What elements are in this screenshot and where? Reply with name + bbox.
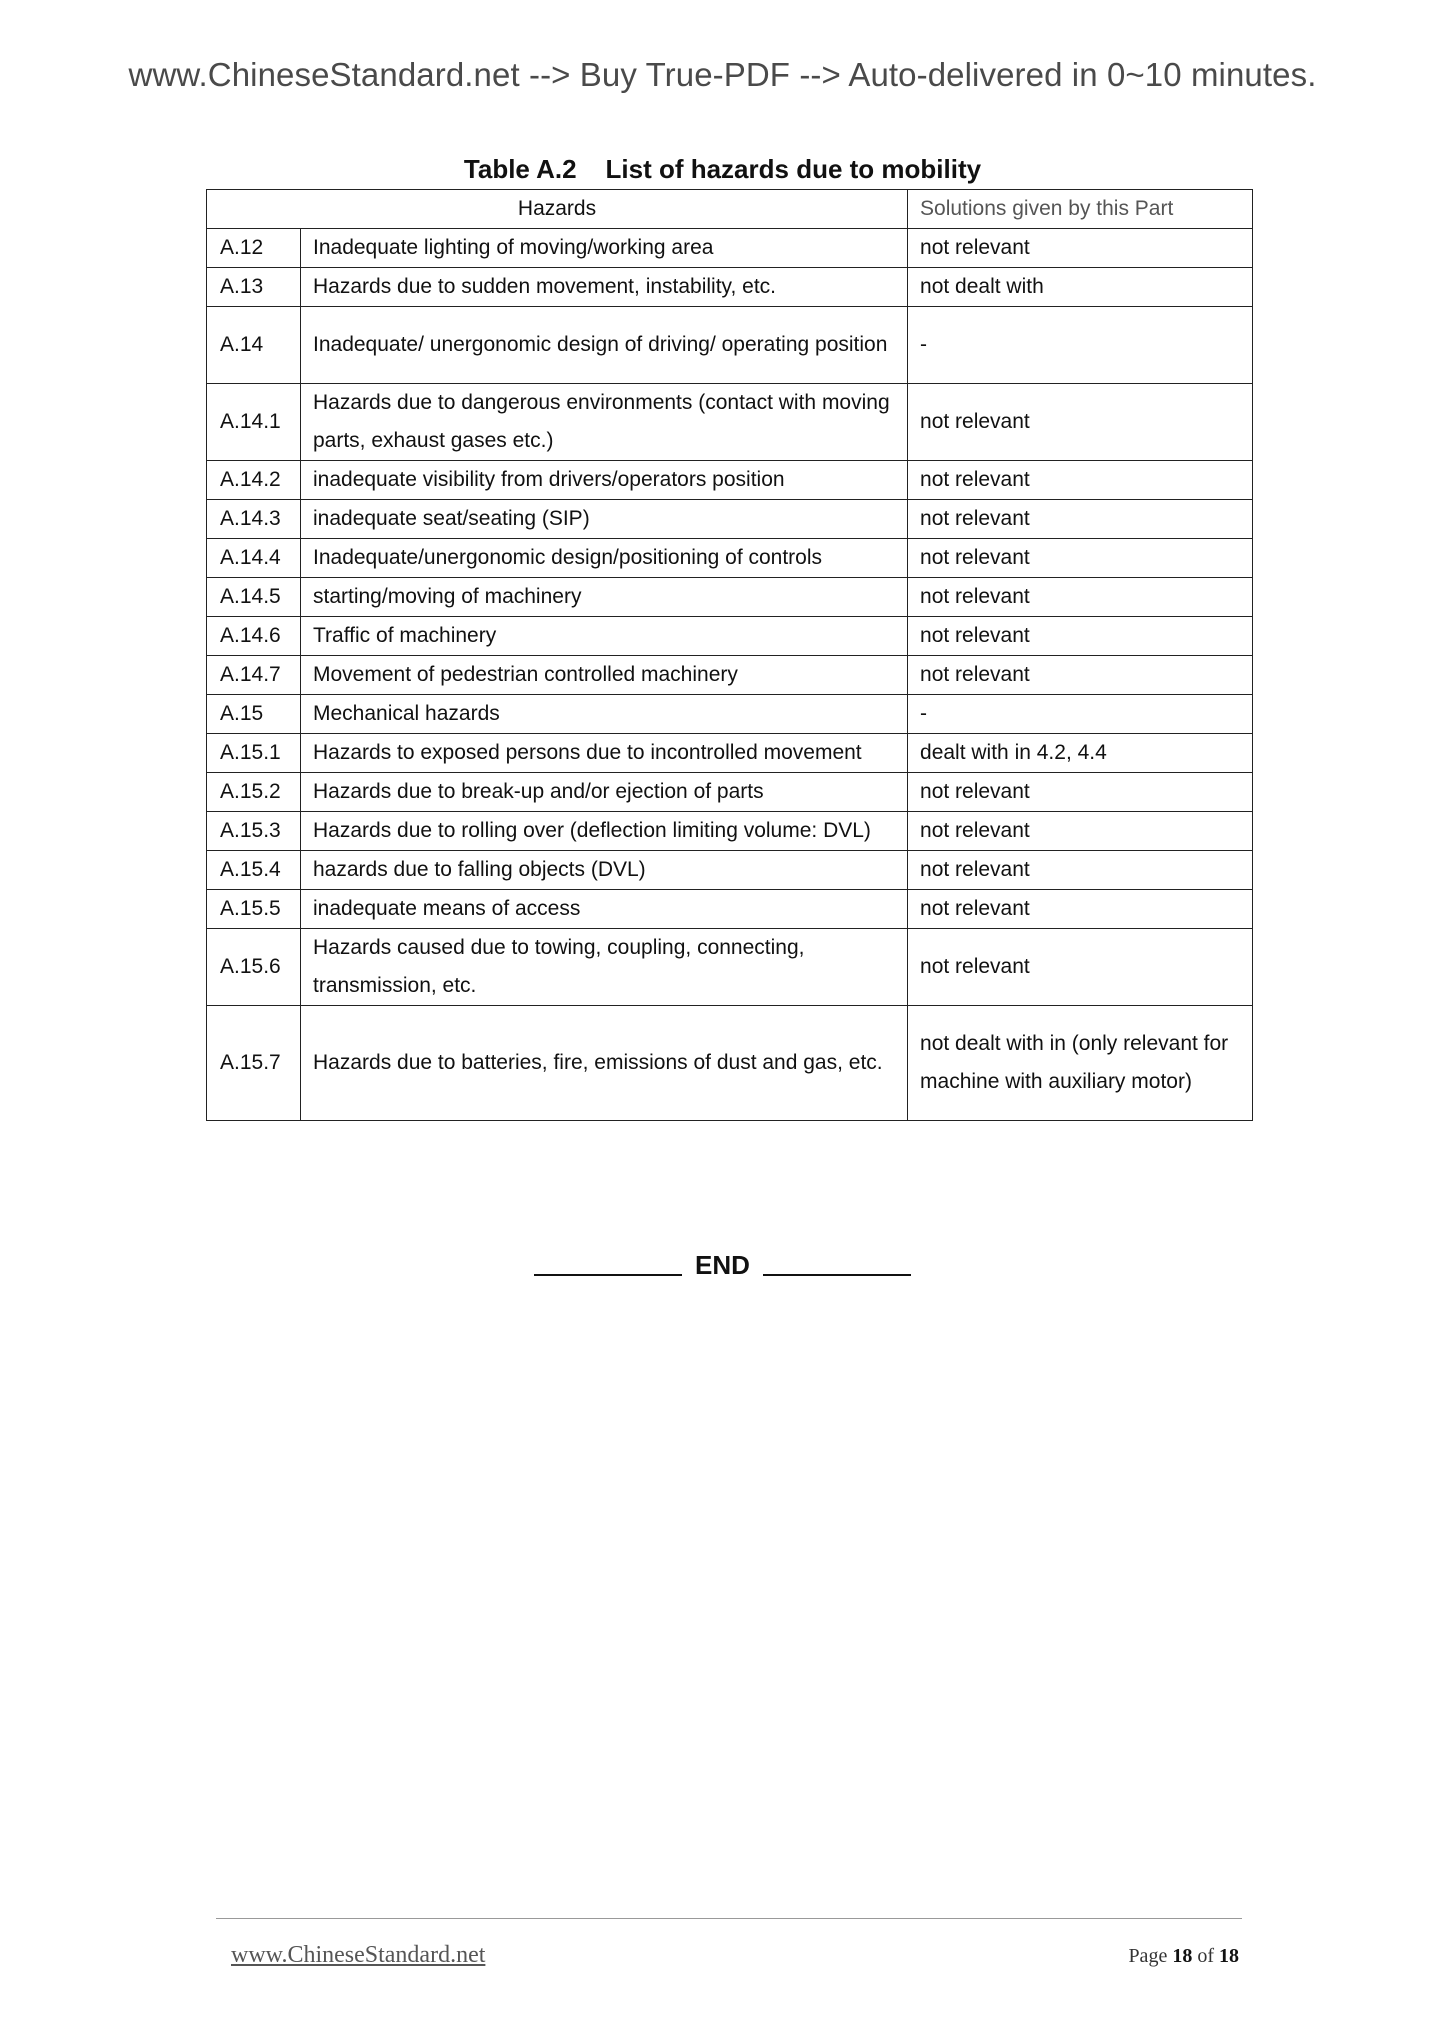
row-solution: not relevant — [908, 539, 1253, 578]
row-hazard: Hazards due to sudden movement, instability, etc. — [301, 268, 908, 307]
table-row — [207, 307, 1253, 384]
row-solution: not relevant — [908, 812, 1253, 851]
row-solution: not relevant — [908, 500, 1253, 539]
table-header-row — [207, 190, 1253, 229]
row-solution: - — [908, 307, 1253, 384]
row-hazard: starting/moving of machinery — [301, 578, 908, 617]
table-row — [207, 773, 1253, 812]
page-current: 18 — [1172, 1945, 1193, 1967]
table-row — [207, 929, 1253, 1006]
row-hazard: Mechanical hazards — [301, 695, 908, 734]
page-number — [1128, 1945, 1239, 1968]
row-code: A.14.7 — [207, 656, 301, 695]
row-solution: not relevant — [908, 773, 1253, 812]
row-solution: dealt with in 4.2, 4.4 — [908, 734, 1253, 773]
page-of: of — [1197, 1945, 1214, 1967]
row-code: A.13 — [207, 268, 301, 307]
page-prefix: Page — [1128, 1945, 1168, 1967]
end-rule-right — [763, 1274, 911, 1276]
row-hazard: Movement of pedestrian controlled machinery — [301, 656, 908, 695]
row-code: A.14.2 — [207, 461, 301, 500]
row-hazard: inadequate means of access — [301, 890, 908, 929]
table-row — [207, 734, 1253, 773]
row-code: A.15.6 — [207, 929, 301, 1006]
page-total: 18 — [1219, 1945, 1239, 1967]
row-solution: not dealt with — [908, 268, 1253, 307]
column-header-solutions: Solutions given by this Part — [908, 190, 1253, 229]
row-hazard: Hazards caused due to towing, coupling, connecting, transmission, etc. — [301, 929, 908, 1006]
row-code: A.14.6 — [207, 617, 301, 656]
table-row — [207, 656, 1253, 695]
row-hazard: Hazards due to break-up and/or ejection of parts — [301, 773, 908, 812]
row-hazard: inadequate visibility from drivers/operators position — [301, 461, 908, 500]
row-code: A.15 — [207, 695, 301, 734]
row-hazard: Hazards to exposed persons due to incontrolled movement — [301, 734, 908, 773]
row-hazard: Inadequate lighting of moving/working area — [301, 229, 908, 268]
row-solution: not relevant — [908, 656, 1253, 695]
row-hazard: Inadequate/ unergonomic design of driving/ operating position — [301, 307, 908, 384]
row-hazard: Hazards due to dangerous environments (contact with moving parts, exhaust gases etc.) — [301, 384, 908, 461]
row-solution: not relevant — [908, 929, 1253, 1006]
row-code: A.15.3 — [207, 812, 301, 851]
row-hazard: Hazards due to rolling over (deflection limiting volume: DVL) — [301, 812, 908, 851]
table-row — [207, 461, 1253, 500]
row-solution: not relevant — [908, 851, 1253, 890]
row-code: A.14.3 — [207, 500, 301, 539]
row-code: A.15.2 — [207, 773, 301, 812]
table-row — [207, 695, 1253, 734]
table-row — [207, 578, 1253, 617]
row-solution: - — [908, 695, 1253, 734]
row-code: A.14.4 — [207, 539, 301, 578]
table-row — [207, 812, 1253, 851]
table-row — [207, 1006, 1253, 1121]
row-hazard: Hazards due to batteries, fire, emissions of dust and gas, etc. — [301, 1006, 908, 1121]
table-row — [207, 617, 1253, 656]
row-hazard: Traffic of machinery — [301, 617, 908, 656]
footer-divider — [216, 1918, 1242, 1919]
row-code: A.15.5 — [207, 890, 301, 929]
end-text: END — [695, 1250, 750, 1280]
table-row — [207, 539, 1253, 578]
row-code: A.12 — [207, 229, 301, 268]
column-header-hazards: Hazards — [207, 190, 908, 229]
row-code: A.14.5 — [207, 578, 301, 617]
top-banner: www.ChineseStandard.net --> Buy True-PDF --> Auto-delivered in 0~10 minutes. — [128, 56, 1317, 93]
end-rule-left — [534, 1274, 682, 1276]
footer-website-link[interactable]: www.ChineseStandard.net — [231, 1942, 486, 1968]
row-solution: not relevant — [908, 578, 1253, 617]
row-code: A.14.1 — [207, 384, 301, 461]
table-row — [207, 384, 1253, 461]
row-hazard: inadequate seat/seating (SIP) — [301, 500, 908, 539]
table-row — [207, 851, 1253, 890]
row-solution: not relevant — [908, 384, 1253, 461]
row-solution: not relevant — [908, 229, 1253, 268]
row-code: A.14 — [207, 307, 301, 384]
table-title: Table A.2 List of hazards due to mobility — [463, 154, 982, 184]
row-solution: not relevant — [908, 461, 1253, 500]
row-hazard: Inadequate/unergonomic design/positioning of controls — [301, 539, 908, 578]
row-hazard: hazards due to falling objects (DVL) — [301, 851, 908, 890]
table-row — [207, 268, 1253, 307]
row-code: A.15.1 — [207, 734, 301, 773]
table-row — [207, 229, 1253, 268]
row-code: A.15.7 — [207, 1006, 301, 1121]
end-marker — [0, 1250, 1445, 1281]
row-code: A.15.4 — [207, 851, 301, 890]
table-row — [207, 890, 1253, 929]
table-row — [207, 500, 1253, 539]
row-solution: not relevant — [908, 617, 1253, 656]
row-solution: not relevant — [908, 890, 1253, 929]
hazards-table — [206, 189, 1253, 1121]
row-solution: not dealt with in (only relevant for machine with auxiliary motor) — [908, 1006, 1253, 1121]
